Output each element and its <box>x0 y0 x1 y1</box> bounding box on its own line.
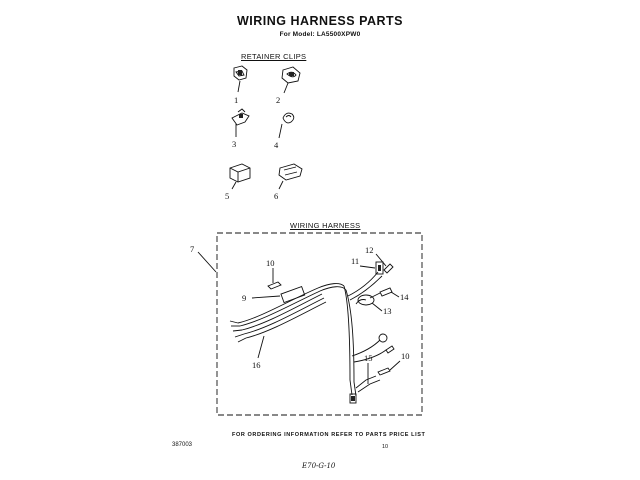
harness-callout-15 <box>364 353 373 384</box>
callout-4: 4 <box>274 140 279 150</box>
callout-5: 5 <box>225 191 230 201</box>
harness-callout-16 <box>252 336 264 370</box>
retainer-clip-2 <box>276 67 300 105</box>
handwritten-code: E70-G-10 <box>302 462 336 470</box>
harness-callout-14 <box>391 292 409 302</box>
callout-10-lower: 10 <box>401 351 410 361</box>
harness-callout-11 <box>351 256 375 268</box>
harness-callout-13 <box>372 303 392 316</box>
retainer-clip-3 <box>232 109 249 149</box>
harness-callout-7 <box>190 244 216 272</box>
callout-14: 14 <box>400 292 409 302</box>
callout-2: 2 <box>276 95 281 105</box>
callout-3: 3 <box>232 139 237 149</box>
page-title: WIRING HARNESS PARTS <box>236 14 404 28</box>
section-wiring-harness: WIRING HARNESS <box>290 221 361 230</box>
ordering-note: FOR ORDERING INFORMATION REFER TO PARTS PRICE LIST <box>232 432 426 438</box>
section-retainer-clips: RETAINER CLIPS <box>241 52 307 61</box>
callout-7: 7 <box>190 244 195 254</box>
retainer-clip-1 <box>234 66 247 105</box>
retainer-clip-4 <box>274 113 294 150</box>
document-number: 387003 <box>172 442 193 448</box>
callout-1: 1 <box>234 95 239 105</box>
wiring-harness <box>230 262 394 403</box>
harness-callout-9 <box>242 293 280 303</box>
retainer-clip-6 <box>274 164 302 201</box>
callout-15: 15 <box>364 353 373 363</box>
callout-16: 16 <box>252 360 261 370</box>
callout-12: 12 <box>365 245 374 255</box>
harness-callout-12 <box>365 245 386 266</box>
callout-11: 11 <box>351 256 360 266</box>
callout-6: 6 <box>274 191 279 201</box>
retainer-clip-5 <box>225 164 250 201</box>
callout-9: 9 <box>242 293 247 303</box>
model-subtitle: For Model: LA5500XPW0 <box>279 31 361 38</box>
callout-13: 13 <box>383 306 392 316</box>
callout-10-upper: 10 <box>266 258 275 268</box>
harness-callout-10-upper <box>266 258 275 283</box>
harness-callout-10-lower <box>390 351 410 370</box>
page-number: 10 <box>382 444 389 450</box>
